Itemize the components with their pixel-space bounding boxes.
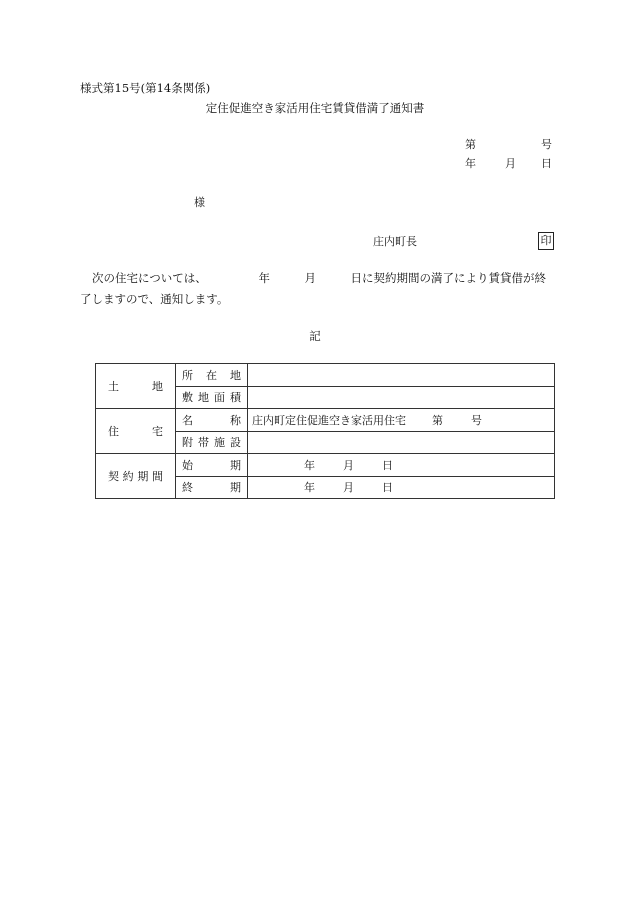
- form-number: 様式第15号(第14条関係): [80, 81, 211, 95]
- house-category: 住宅: [96, 409, 176, 454]
- doc-number-prefix: 第: [465, 138, 476, 151]
- date-month: 月: [505, 157, 516, 170]
- contract-end-year: 年: [304, 481, 315, 495]
- house-name-dai: 第: [432, 413, 443, 427]
- contract-end-label: 終期: [176, 476, 248, 499]
- date-day: 日: [541, 157, 552, 170]
- addressee-suffix: 様: [194, 196, 205, 209]
- house-facilities-value: [248, 431, 555, 454]
- table-row: [96, 409, 555, 432]
- house-facilities-label: 附帯施設: [176, 431, 248, 454]
- contract-end-value: [248, 476, 555, 499]
- ki-heading: 記: [309, 329, 321, 343]
- house-name-label: 名称: [176, 409, 248, 432]
- land-area-label: 敷地面積: [176, 386, 248, 409]
- house-name-go: 号: [471, 413, 482, 427]
- contract-start-month: 月: [343, 458, 354, 472]
- contract-start-value: [248, 454, 555, 477]
- land-location-label: 所在地: [176, 364, 248, 387]
- contract-start-label: 始期: [176, 454, 248, 477]
- house-name-value: [248, 409, 555, 432]
- document-title: 定住促進空き家活用住宅賃貸借満了通知書: [205, 101, 425, 115]
- contract-start-year: 年: [304, 458, 315, 472]
- table-row: [96, 454, 555, 477]
- seal-box: 印: [538, 232, 554, 250]
- date-year: 年: [465, 157, 476, 170]
- doc-number-suffix: 号: [541, 138, 552, 151]
- body-text-line2: 了しますので、通知します。: [80, 292, 229, 306]
- contract-period-category: 契約期間: [96, 454, 176, 499]
- issuer-name: 庄内町長: [373, 235, 417, 248]
- contract-start-day: 日: [382, 458, 393, 472]
- land-category: 土地: [96, 364, 176, 409]
- house-name-text: 庄内町定住促進空き家活用住宅: [252, 413, 406, 427]
- contract-end-month: 月: [343, 481, 354, 495]
- land-area-value: [248, 386, 555, 409]
- notice-details-table: [95, 363, 555, 499]
- table-row: [96, 364, 555, 387]
- body-text-line1: 次の住宅については、 年 月 日に契約期間の満了により賃貸借が終: [92, 271, 547, 285]
- land-location-value: [248, 364, 555, 387]
- contract-end-day: 日: [382, 481, 393, 495]
